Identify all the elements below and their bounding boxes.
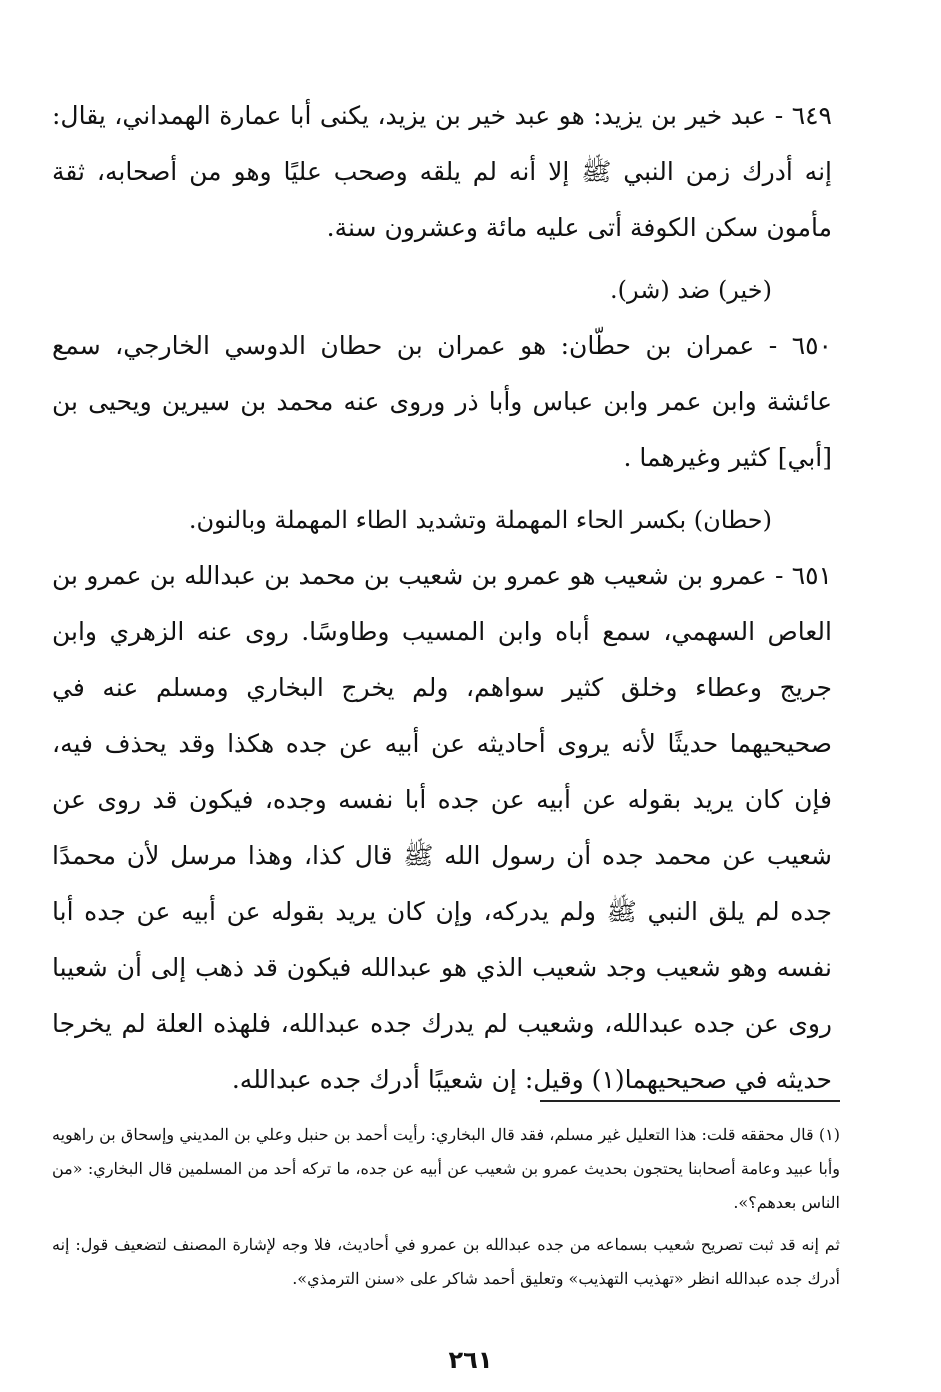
entry-651-text: ٦٥١ - عمرو بن شعيب هو عمرو بن شعيب بن محمد بن عبدالله بن عمرو بن العاص السهمي، سمع أباه وابن المسيب وطاوسًا. روى عنه الزهري وابن جريج وعطاء وخلق كثير سواهم، ولم يخرج البخاري ومسلم عنه في صحيحيهما حديثًا لأنه يروى أحاديثه عن أبيه عن جده هكذا وقد يحذف فيه، فإن كان يريد بقوله عن أبيه عن جده أبا نفسه وجده، فيكون قد روى عن شعيب عن محمد جده أن رسول الله ﷺ قال كذا، وهذا مرسل لأن محمدًا جده لم يلق النبي ﷺ ولم يدركه، وإن كان يريد بقوله عن أبيه عن جده أبا نفسه وهو شعيب وجد شعيب الذي هو عبدالله فيكون قد ذهب إلى أن شعيبا روى عن جده عبدالله، وشعيب لم يدرك جده عبدالله، فلهذه العلة لم يخرجا حديثه في صحيحيهما(١) وقيل: إن شعيبًا أدرك جده عبدالله. — [52, 561, 832, 1094]
entry-650-note: (حطان) بكسر الحاء المهملة وتشديد الطاء المهملة وبالنون. — [188, 506, 772, 534]
entry-649-text: ٦٤٩ - عبد خير بن يزيد: هو عبد خير بن يزيد، يكنى أبا عمارة الهمداني، يقال: إنه أدرك زمن النبي ﷺ إلا أنه لم يلقه وصحب عليًا وهو من أصحابه، ثقة مأمون سكن الكوفة أتى عليه مائة وعشرون سنة. — [52, 101, 832, 242]
footnotes — [52, 1118, 840, 1296]
entry-649-note: (خير) ضد (شر). — [610, 276, 772, 304]
page-number: ٢٦١ — [448, 1346, 493, 1374]
footnote-separator — [540, 1100, 840, 1102]
footnote-continuation: ثم إنه قد ثبت تصريح شعيب بسماعه من جده عبدالله بن عمرو في أحاديث، فلا وجه لإشارة المصنف لتضعيف قول: إنه أدرك جده عبدالله انظر «تهذيب التهذيب» وتعليق أحمد شاكر على «سنن الترمذي». — [52, 1235, 840, 1288]
entry-650-text: ٦٥٠ - عمران بن حطّان: هو عمران بن حطان الدوسي الخارجي، سمع عائشة وابن عمر وابن عباس وأبا ذر وروى عنه محمد بن سيرين ويحيى بن [أبي] كثير وغيرهما . — [52, 331, 832, 472]
footnote-1: (١) قال محققه قلت: هذا التعليل غير مسلم، فقد قال البخاري: رأيت أحمد بن حنبل وعلي بن المديني وإسحاق بن راهويه وأبا عبيد وعامة أصحابنا يحتجون بحديث عمرو بن شعيب عن أبيه عن جده، ما تركه أحد من المسلمين قال البخاري: «من الناس بعدهم؟». — [52, 1125, 840, 1212]
main-text — [52, 88, 832, 1108]
